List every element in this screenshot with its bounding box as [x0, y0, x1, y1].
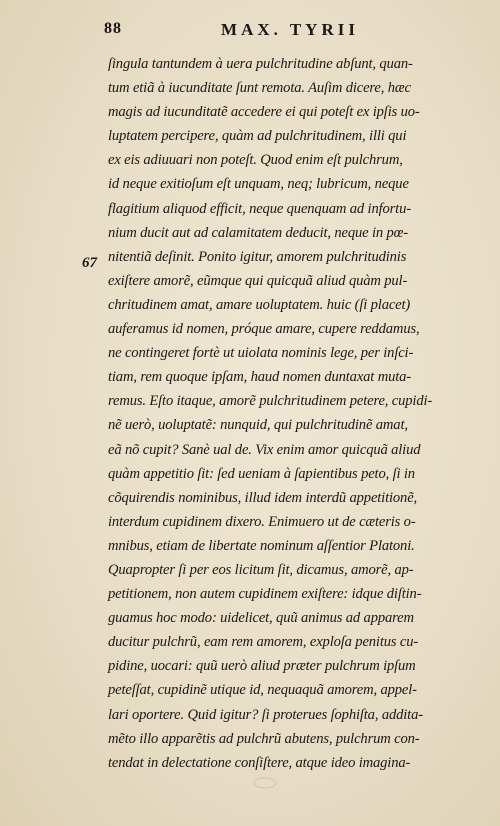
- text-line: tum etiã à iucunditate ſunt remota. Auſim dicere, hæc: [108, 80, 411, 97]
- text-line: ex eis adiuuari non poteſt. Quod enim eſt pulchrum,: [108, 152, 403, 169]
- text-block: [108, 52, 460, 775]
- text-line: nẽ uerò, uoluptatẽ: nunquid, qui pulchritudinẽ amat,: [108, 417, 408, 434]
- text-line: ducitur pulchrũ, eam rem amorem, exploſa penitus cu‑: [108, 634, 419, 651]
- running-title: MAX. TYRII: [221, 20, 359, 39]
- text-line: auferamus id nomen, próque amare, cupere reddamus,: [108, 321, 420, 338]
- text-line: nium ducit aut ad calamitatem deducit, neque in pœ‑: [108, 224, 408, 241]
- text-line: remus. Eſto itaque, amorẽ pulchritudinem petere, cupidi‑: [108, 393, 433, 410]
- running-head: [104, 20, 476, 42]
- margin-note: 67: [82, 255, 97, 271]
- page-number: 88: [104, 20, 122, 37]
- faint-stamp-mark: [252, 776, 278, 790]
- text-line: chritudinem amat, amare uoluptatem. huic (ſi placet): [108, 296, 411, 313]
- text-line: exiſtere amorẽ, eũmque qui quicquã aliud quàm pul‑: [108, 272, 408, 289]
- text-line: flagitium aliquod efficit, neque quenquam ad infortu‑: [108, 200, 411, 217]
- text-line: cõquirendis nominibus, illud idem interdũ appetitionẽ,: [108, 489, 418, 506]
- text-line: magis ad iucunditatẽ accedere ei qui poteſt ex ipſis uo‑: [108, 104, 420, 121]
- text-line: ne contingeret fortè ut uiolata nominis lege, per inſci‑: [108, 345, 414, 362]
- text-line: mẽto illo apparẽtis ad pulchrũ abutens, pulchrum con‑: [108, 730, 420, 747]
- text-line: Quapropter ſi per eos licitum ſit, dicamus, amorẽ, ap‑: [108, 561, 414, 578]
- text-line: petitionem, non autem cupidinem exiſtere: idque diſtin‑: [108, 586, 422, 603]
- text-line: ſingula tantundem à uera pulchritudine abſunt, quan‑: [108, 56, 413, 72]
- text-line: pidine, uocari: quũ uerò aliud præter pulchrum ipſum: [108, 658, 416, 675]
- text-line: interdum cupidinem dixero. Enimuero ut de cæteris o‑: [108, 513, 416, 530]
- text-line: nitentiã deſinit. Ponito igitur, amorem pulchritudinis: [108, 248, 407, 265]
- text-line: tendat in delectatione conſiſtere, atque ideo imagina‑: [108, 754, 411, 771]
- text-line: peteſſat, cupidinẽ utique id, nequaquã amorem, appel‑: [108, 682, 417, 699]
- text-line: luptatem percipere, quàm ad pulchritudinem, illi qui: [108, 128, 407, 145]
- text-line: quàm appetitio ſit: ſed ueniam à ſapientibus peto, ſi in: [108, 465, 415, 482]
- text-line: mnibus, etiam de libertate nominum aſſentior Platoni.: [108, 537, 415, 554]
- text-line: lari oportere. Quid igitur? ſi proterues ſophiſta, addita‑: [108, 706, 423, 723]
- text-line: id neque exitioſum eſt unquam, neq; lubricum, neque: [108, 176, 409, 193]
- text-line: tiam, rem quoque ipſam, haud nomen duntaxat muta‑: [108, 369, 412, 386]
- text-line: eã nõ cupit? Sanè ual de. Vix enim amor quicquã aliud: [108, 441, 421, 458]
- text-line: guamus hoc modo: uidelicet, quũ animus ad apparem: [108, 610, 414, 627]
